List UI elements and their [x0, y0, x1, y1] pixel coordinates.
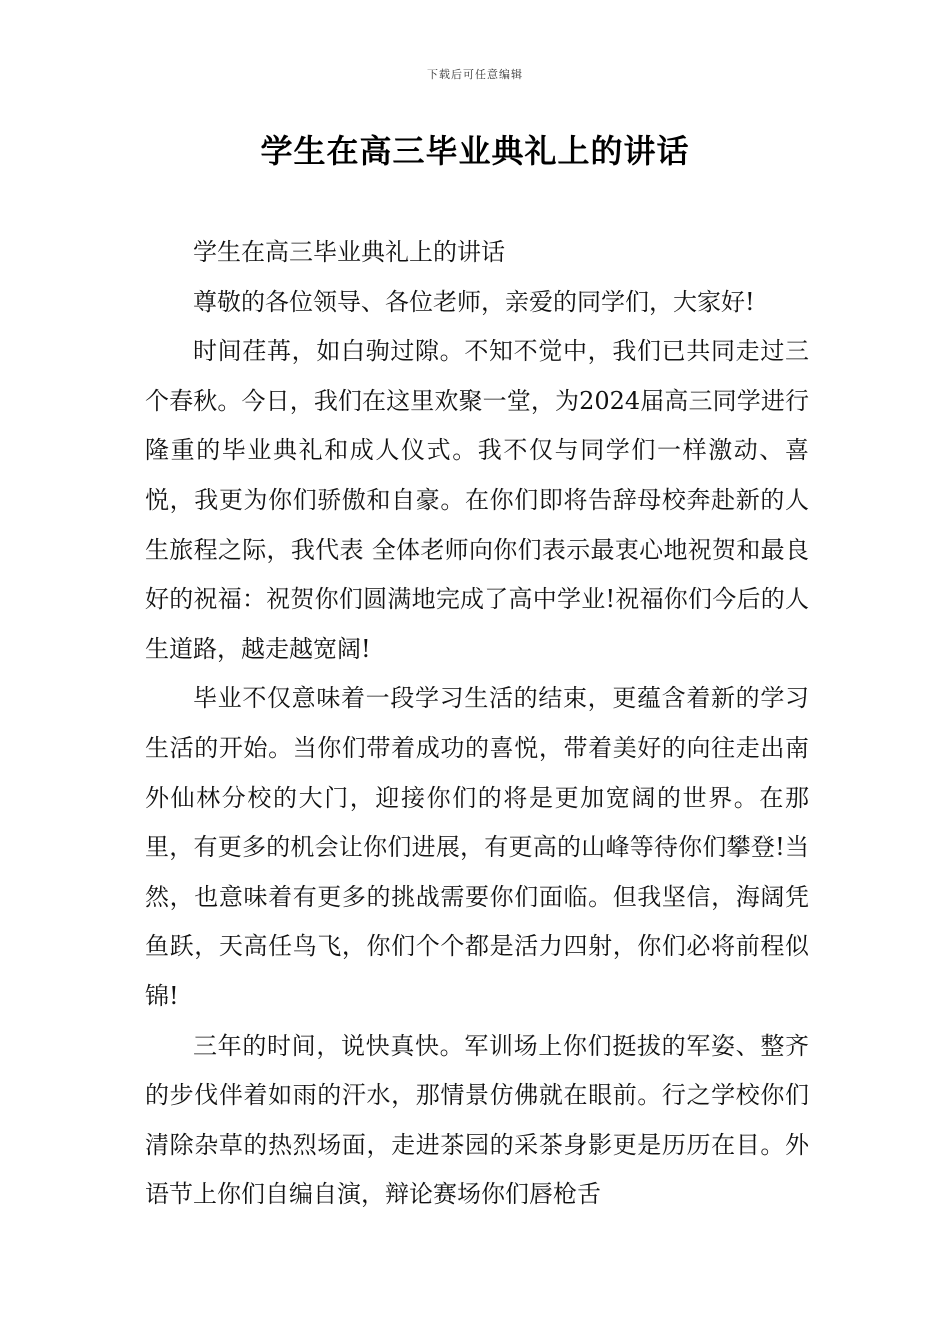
header-note: 下载后可任意编辑 [427, 68, 523, 81]
document-body [145, 228, 809, 1220]
paragraph: 三年的时间，说快真快。军训场上你们挺拔的军姿、整齐的步伐伴着如雨的汗水，那情景仿佛就在眼前。行之学校你们清除杂草的热烈场面，走进茶园的采茶身影更是历历在目。外语节上你们自编自演，辩论赛场你们唇枪舌 [145, 1031, 809, 1209]
paragraph-subtitle: 学生在高三毕业典礼上的讲话 [193, 238, 505, 266]
paragraph-greeting: 尊敬的各位领导、各位老师，亲爱的同学们，大家好! [193, 287, 755, 316]
paragraph: 毕业不仅意味着一段学习生活的结束，更蕴含着新的学习生活的开始。当你们带着成功的喜悦，带着美好的向往走出南外仙林分校的大门，迎接你们的将是更加宽阔的世界。在那里，有更多的机会让你们进展，有更高的山峰等待你们攀登!当然，也意味着有更多的挑战需要你们面临。但我坚信，海阔凭鱼跃，天高任鸟飞，你们个个都是活力四射，你们必将前程似锦! [145, 684, 809, 1010]
document-title: 学生在高三毕业典礼上的讲话 [260, 132, 690, 170]
paragraph: 时间荏苒，如白驹过隙。不知不觉中，我们已共同走过三个春秋。今日，我们在这里欢聚一堂，为2024届高三同学进行隆重的毕业典礼和成人仪式。我不仅与同学们一样激动、喜悦，我更为你们骄傲和自豪。在你们即将告辞母校奔赴新的人生旅程之际，我代表 全体老师向你们表示最衷心地祝贺和最良好的祝福：祝贺你们圆满地完成了高中学业!祝福你们今后的人生道路，越走越宽阔! [145, 337, 809, 663]
